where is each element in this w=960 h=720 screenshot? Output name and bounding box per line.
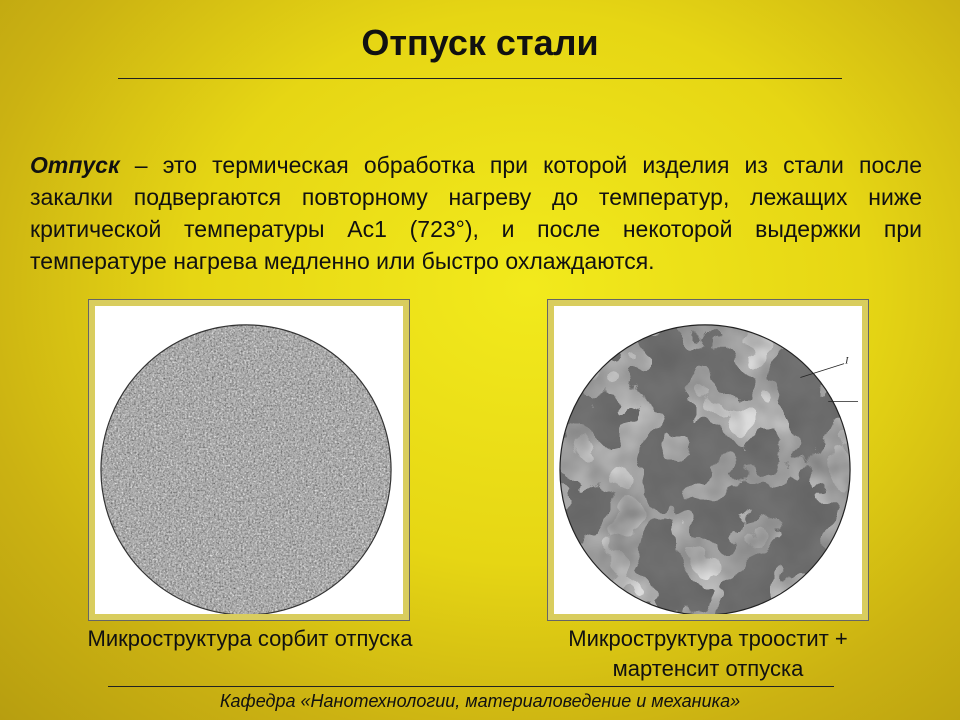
definition-term: Отпуск (30, 152, 120, 178)
footer-rule (108, 686, 834, 687)
definition-paragraph (30, 149, 922, 277)
title-rule (118, 78, 842, 79)
sorbite-caption: Микроструктура сорбит отпуска (87, 626, 413, 651)
slide-title: Отпуск стали (361, 22, 599, 63)
sorbite-micrograph-frame (88, 299, 410, 621)
sorbite-micrograph-image-area (95, 306, 403, 614)
troostite-micrograph-frame (547, 299, 869, 621)
definition-text: – это термическая обработка при которой изделия из стали после закалки подвергаются повторному нагреву до температур, лежащих ниже критической температуры Ас1 (723°), и после некоторой выдержки при температуре нагрева медленно или быстро охлаждаются. (30, 152, 922, 274)
troostite-micrograph-image-area (554, 306, 862, 614)
sorbite-micrograph (95, 306, 403, 614)
troostite-micrograph (554, 306, 862, 614)
troostite-caption-line-2: мартенсит отпуска (612, 656, 804, 681)
footer-department: Кафедра «Нанотехнологии, материаловедение и механика» (219, 691, 741, 711)
troostite-caption (508, 624, 908, 684)
micrograph-label: I (845, 355, 849, 367)
troostite-caption-line-1: Микроструктура троостит + (568, 626, 848, 651)
